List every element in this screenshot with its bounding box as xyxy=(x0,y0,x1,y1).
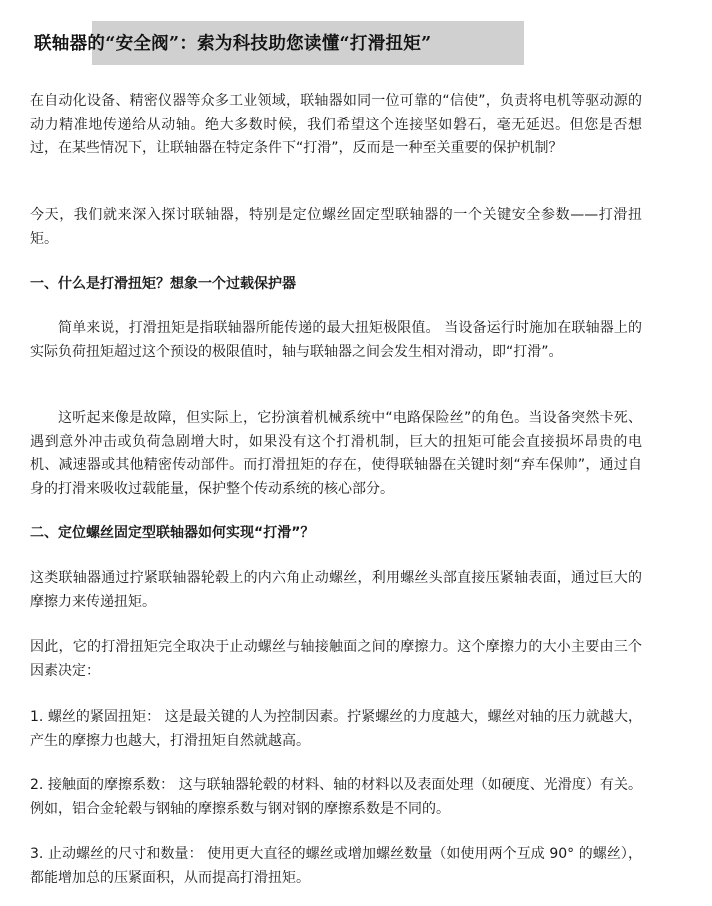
page-title: 联轴器的“安全阀”：索为科技助您读懂“打滑扭矩” xyxy=(34,34,432,54)
title-block xyxy=(34,21,524,65)
section-2-paragraph-2: 因此，它的打滑扭矩完全取决于止动螺丝与轴接触面之间的摩擦力。这个摩擦力的大小主要由三个因素决定： xyxy=(30,639,642,679)
factor-list-item-2: 2. 接触面的摩擦系数： 这与联轴器轮毂的材料、轴的材料以及表面处理（如硬度、光滑度）有关。例如，铝合金轮毂与钢轴的摩擦系数与钢对钢的摩擦系数是不同的。 xyxy=(30,777,642,817)
factor-list-item-3: 3. 止动螺丝的尺寸和数量： 使用更大直径的螺丝或增加螺丝数量（如使用两个互成 90° 的螺丝），都能增加总的压紧面积，从而提高打滑扭矩。 xyxy=(30,846,642,886)
section-1-paragraph-1: 简单来说，打滑扭矩是指联轴器所能传递的最大扭矩极限值。 当设备运行时施加在联轴器上的实际负荷扭矩超过这个预设的极限值时，轴与联轴器之间会发生相对滑动，即“打滑”。 xyxy=(30,320,642,360)
factor-list-item-1: 1. 螺丝的紧固扭矩： 这是最关键的人为控制因素。拧紧螺丝的力度越大，螺丝对轴的压力就越大，产生的摩擦力也越大，打滑扭矩自然就越高。 xyxy=(30,709,642,749)
section-2-paragraph-1: 这类联轴器通过拧紧联轴器轮毂上的内六角止动螺丝，利用螺丝头部直接压紧轴表面，通过巨大的摩擦力来传递扭矩。 xyxy=(30,570,642,610)
intro-paragraph-1: 在自动化设备、精密仪器等众多工业领域，联轴器如同一位可靠的“信使”，负责将电机等驱动源的动力精准地传递给从动轴。绝大多数时候，我们希望这个连接坚如磐石，毫无延迟。但您是否想过，在某些情况下，让联轴器在特定条件下“打滑”，反而是一种至关重要的保护机制？ xyxy=(30,93,642,156)
section-2-heading: 二、定位螺丝固定型联轴器如何实现“打滑”？ xyxy=(30,525,315,541)
section-1-heading: 一、什么是打滑扭矩？想象一个过载保护器 xyxy=(30,276,296,292)
intro-paragraph-2: 今天，我们就来深入探讨联轴器，特别是定位螺丝固定型联轴器的一个关键安全参数——打滑扭矩。 xyxy=(30,207,642,247)
section-1-paragraph-2: 这听起来像是故障，但实际上，它扮演着机械系统中“电路保险丝”的角色。当设备突然卡死、遇到意外冲击或负荷急剧增大时，如果没有这个打滑机制，巨大的扭矩可能会直接损坏昂贵的电机、减速器或其他精密传动部件。而打滑扭矩的存在，使得联轴器在关键时刻“弃车保帅”，通过自身的打滑来吸收过载能量，保护整个传动系统的核心部分。 xyxy=(30,410,642,497)
